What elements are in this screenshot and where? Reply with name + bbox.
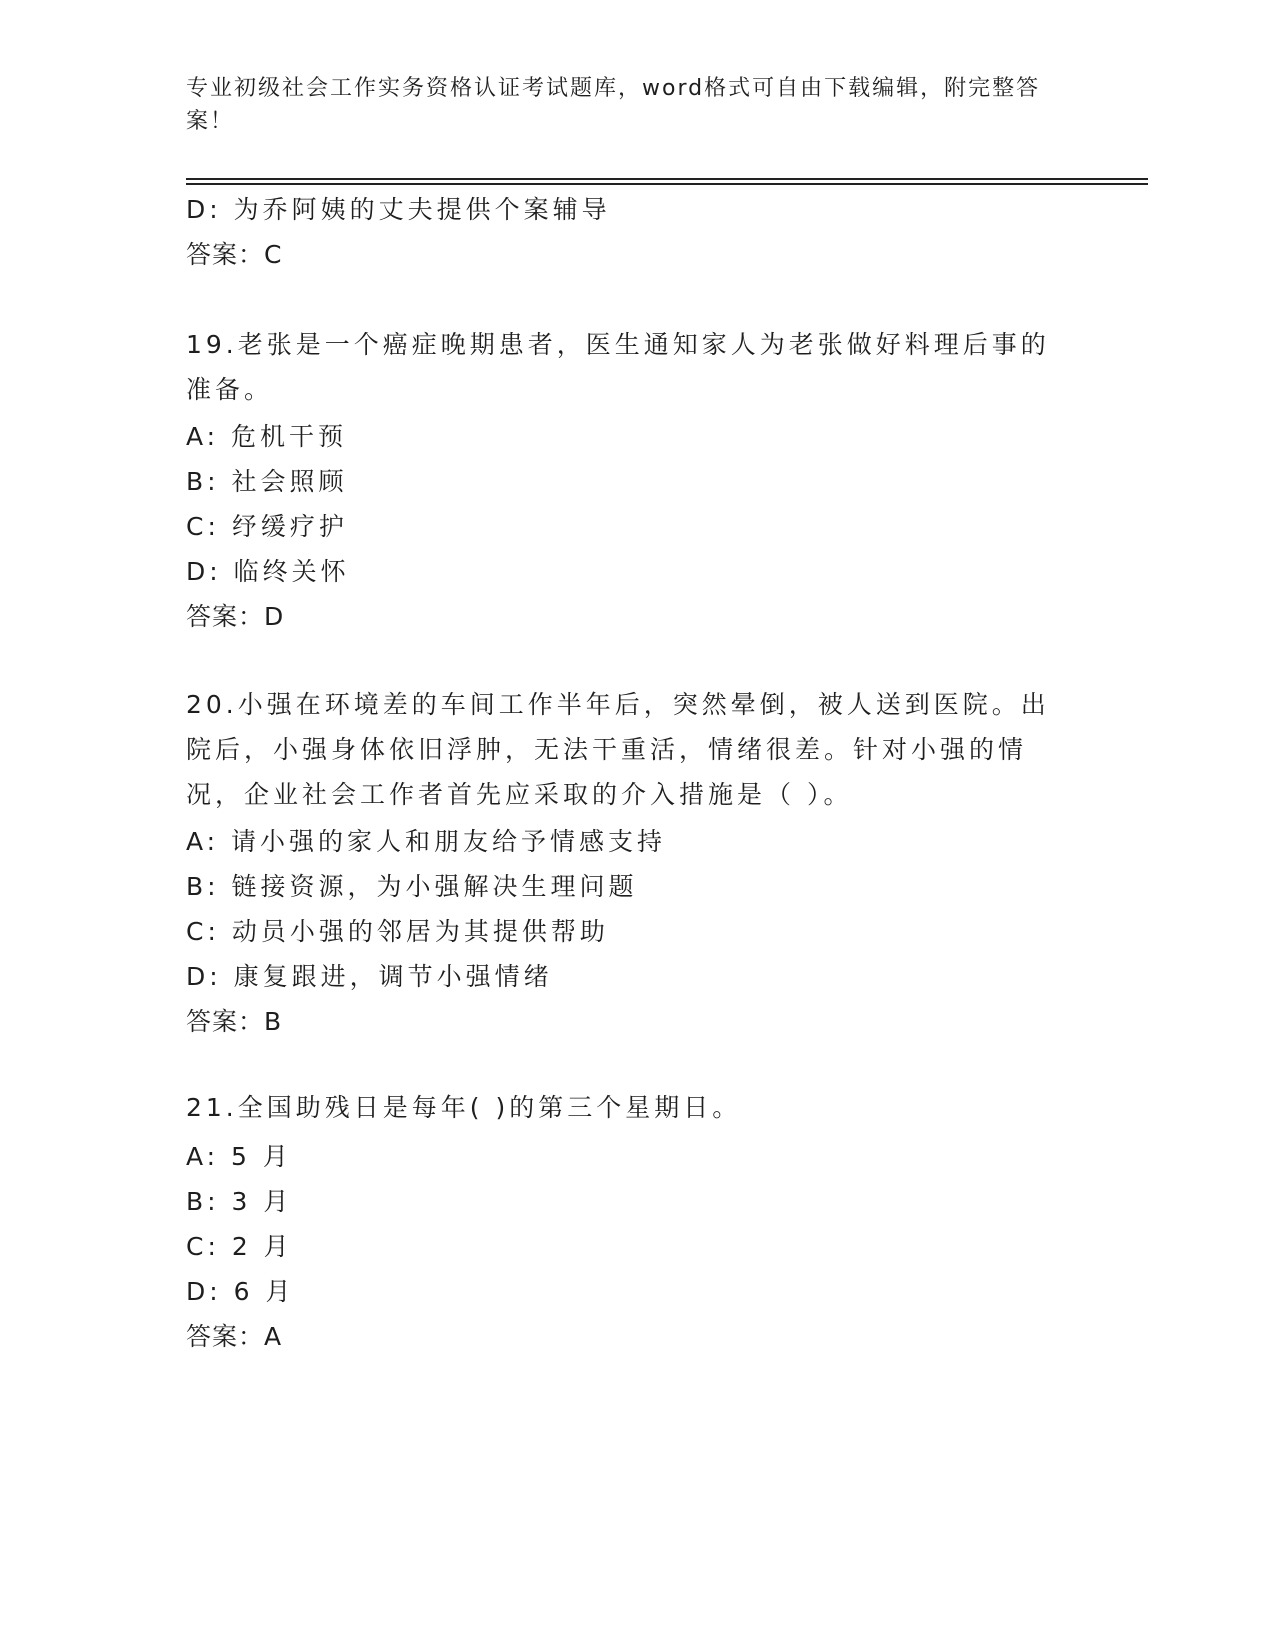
question-text: 21.全国助残日是每年( )的第三个星期日。: [186, 1093, 742, 1122]
header-divider-bottom: [186, 183, 1148, 185]
option-d: D: 6 月: [186, 1277, 295, 1306]
prev-answer: 答案：C: [186, 240, 283, 269]
question-text: 19.老张是一个癌症晚期患者，医生通知家人为老张做好料理后事的准备。: [186, 330, 1050, 404]
option-c: C: 2 月: [186, 1232, 293, 1261]
option-d: D: 临终关怀: [186, 557, 350, 586]
document-header: 专业初级社会工作实务资格认证考试题库，word格式可自由下载编辑，附完整答案！: [186, 76, 1041, 134]
option-a: A: 5 月: [186, 1142, 292, 1171]
answer: 答案：D: [186, 602, 285, 631]
option-c: C: 动员小强的邻居为其提供帮助: [186, 917, 609, 946]
prev-option-d: D: 为乔阿姨的丈夫提供个案辅导: [186, 195, 611, 224]
option-b: B: 社会照顾: [186, 467, 348, 496]
question-text: 20.小强在环境差的车间工作半年后，突然晕倒，被人送到医院。出院后，小强身体依旧浮肿，无法干重活，情绪很差。针对小强的情况，企业社会工作者首先应采取的介入措施是（ ）。: [186, 690, 1050, 809]
option-a: A: 请小强的家人和朋友给予情感支持: [186, 827, 667, 856]
answer: 答案：A: [186, 1322, 283, 1351]
option-b: B: 链接资源，为小强解决生理问题: [186, 872, 638, 901]
option-d: D: 康复跟进，调节小强情绪: [186, 962, 553, 991]
option-c: C: 纾缓疗护: [186, 512, 348, 541]
header-divider-top: [186, 178, 1148, 180]
option-b: B: 3 月: [186, 1187, 293, 1216]
answer: 答案：B: [186, 1007, 283, 1036]
option-a: A: 危机干预: [186, 422, 348, 451]
